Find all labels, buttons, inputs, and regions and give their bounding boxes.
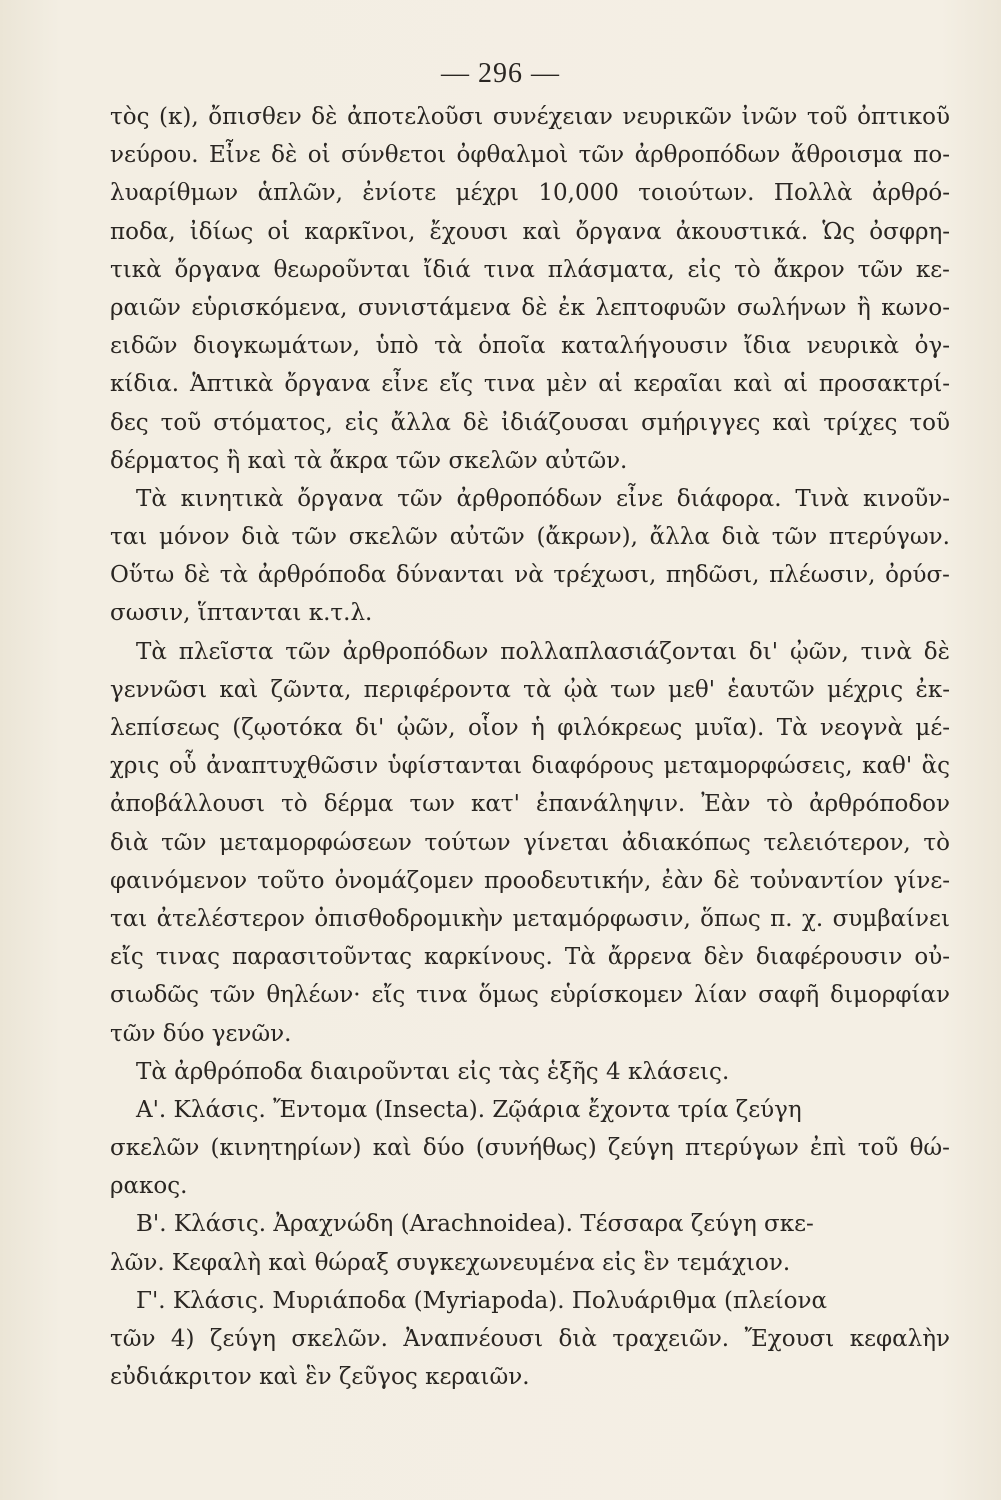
text-line: κίδια. Ἁπτικὰ ὄργανα εἶνε εἴς τινα μὲν αἱ κεραῖαι καὶ αἱ προσακτρί- (110, 371, 950, 398)
text-line: ται μόνον διὰ τῶν σκελῶν αὐτῶν (ἄκρων), ἄλλα διὰ τῶν πτερύγων. (110, 524, 950, 551)
text-line: Τὰ ἀρθρόποδα διαιροῦνται εἰς τὰς ἑξῆς 4 κλάσεις. (136, 1058, 730, 1085)
text-line: δες τοῦ στόματος, εἰς ἄλλα δὲ ἰδιάζουσαι σμήριγγες καὶ τρίχες τοῦ (110, 409, 950, 436)
text-line: λυαρίθμων ἁπλῶν, ἐνίοτε μέχρι 10,000 τοιούτων. Πολλὰ ἀρθρό- (110, 180, 950, 207)
text-line: ται ἀτελέστερον ὀπισθοδρομικὴν μεταμόρφωσιν, ὅπως π. χ. συμβαίνει (110, 905, 950, 932)
text-line: εὐδιάκριτον καὶ ἓν ζεῦγος κεραιῶν. (110, 1364, 530, 1391)
text-line: ρακος. (110, 1173, 188, 1200)
text-line: Α'. Κλάσις. Ἔντομα (Insecta). Ζῷάρια ἔχοντα τρία ζεύγη (136, 1096, 802, 1123)
text-line: σκελῶν (κινητηρίων) καὶ δύο (συνήθως) ζεύγη πτερύγων ἐπὶ τοῦ θώ- (110, 1135, 950, 1162)
text-line: λῶν. Κεφαλὴ καὶ θώραξ συγκεχωνευμένα εἰς ἓν τεμάχιον. (110, 1249, 791, 1276)
text-line: τῶν δύο γενῶν. (110, 1020, 292, 1047)
text-line: ἀποβάλλουσι τὸ δέρμα των κατ' ἐπανάληψιν. Ἐὰν τὸ ἀρθρόποδον (110, 791, 950, 818)
text-line: Τὰ πλεῖστα τῶν ἀρθροπόδων πολλαπλασιάζονται δι' ᾠῶν, τινὰ δὲ (136, 638, 950, 665)
page-number: — 296 — (441, 58, 560, 89)
text-line: νεύρου. Εἶνε δὲ οἱ σύνθετοι ὀφθαλμοὶ τῶν ἀρθροπόδων ἄθροισμα πο- (110, 142, 950, 169)
text-line: εἴς τινας παρασιτοῦντας καρκίνους. Τὰ ἄρρενα δὲν διαφέρουσιν οὐ- (110, 944, 950, 971)
text-line: τῶν 4) ζεύγη σκελῶν. Ἀναπνέουσι διὰ τραχειῶν. Ἔχουσι κεφαλὴν (110, 1326, 950, 1352)
text-line: σιωδῶς τῶν θηλέων· εἴς τινα ὅμως εὑρίσκομεν λίαν σαφῆ διμορφίαν (110, 982, 950, 1009)
text-line: δέρματος ἢ καὶ τὰ ἄκρα τῶν σκελῶν αὐτῶν. (110, 447, 628, 474)
text-line: ποδα, ἰδίως οἱ καρκῖνοι, ἔχουσι καὶ ὄργανα ἀκουστικά. Ὡς ὀσφρη- (110, 218, 950, 245)
text-line: Τὰ κινητικὰ ὄργανα τῶν ἀρθροπόδων εἶνε διάφορα. Τινὰ κινοῦν- (136, 485, 950, 512)
text-line: ραιῶν εὑρισκόμενα, συνιστάμενα δὲ ἐκ λεπτοφυῶν σωλήνων ἢ κωνο- (110, 294, 950, 321)
text-line: γεννῶσι καὶ ζῶντα, περιφέροντα τὰ ᾠὰ των μεθ' ἑαυτῶν μέχρις ἐκ- (110, 676, 950, 703)
text-line: Οὕτω δὲ τὰ ἀρθρόποδα δύνανται νὰ τρέχωσι, πηδῶσι, πλέωσιν, ὀρύσ- (110, 562, 950, 589)
text-line: Β'. Κλάσις. Ἀραχνώδη (Arachnoidea). Τέσσαρα ζεύγη σκε- (136, 1211, 814, 1238)
text-line: διὰ τῶν μεταμορφώσεων τούτων γίνεται ἀδιακόπως τελειότερον, τὸ (110, 829, 950, 856)
text-line: ειδῶν διογκωμάτων, ὑπὸ τὰ ὁποῖα καταλήγουσιν ἴδια νευρικὰ ὀγ- (110, 333, 950, 360)
text-line: φαινόμενον τοῦτο ὀνομάζομεν προοδευτικήν, ἐὰν δὲ τοὐναντίον γίνε- (110, 867, 950, 894)
body-text (110, 98, 950, 1396)
text-line: τικὰ ὄργανα θεωροῦνται ἴδιά τινα πλάσματα, εἰς τὸ ἄκρον τῶν κε- (110, 256, 950, 283)
text-line: λεπίσεως (ζῳοτόκα δι' ᾠῶν, οἷον ἡ φιλόκρεως μυῖα). Τὰ νεογνὰ μέ- (110, 715, 950, 741)
text-line: χρις οὗ ἀναπτυχθῶσιν ὑφίστανται διαφόρους μεταμορφώσεις, καθ' ἃς (110, 753, 950, 780)
text-line: τὸς (κ), ὄπισθεν δὲ ἀποτελοῦσι συνέχειαν νευρικῶν ἰνῶν τοῦ ὀπτικοῦ (110, 104, 950, 130)
text-line: σωσιν, ἵπτανται κ.τ.λ. (110, 600, 373, 627)
text-line: Γ'. Κλάσις. Μυριάποδα (Myriapoda). Πολυάριθμα (πλείονα (136, 1287, 827, 1314)
